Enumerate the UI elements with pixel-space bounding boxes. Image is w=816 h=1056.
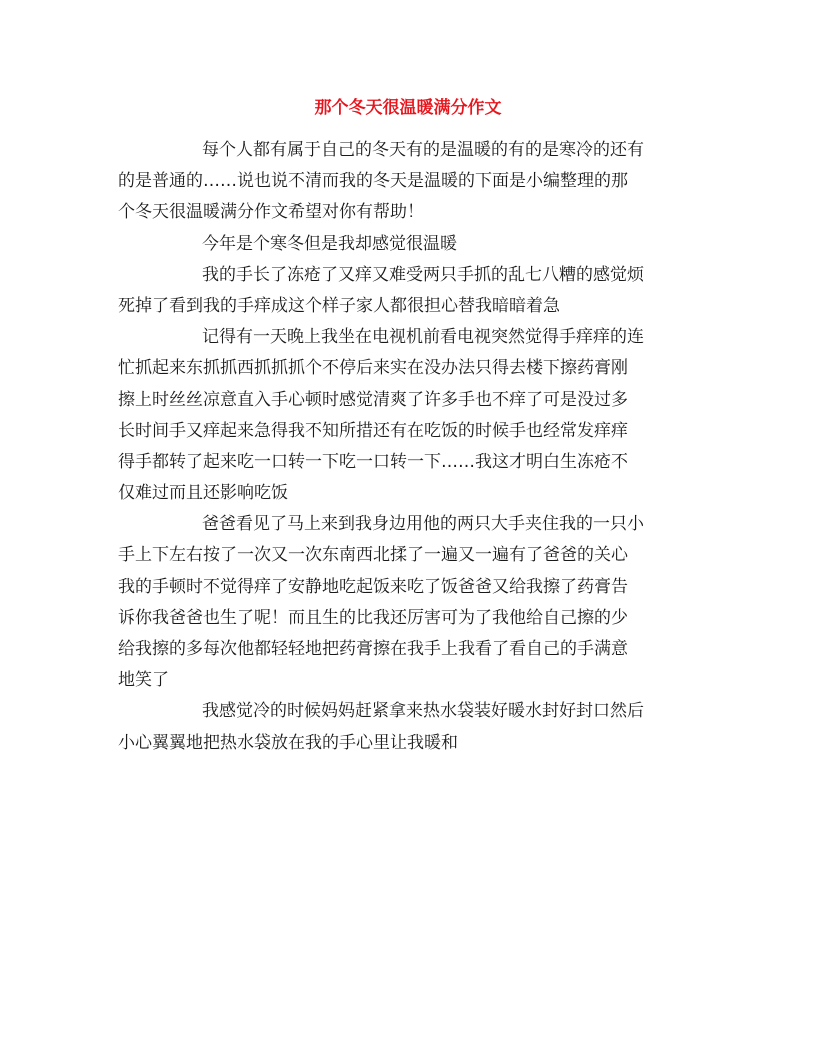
paragraph-line: 得手都转了起来吃一口转一下吃一口转一下……我这才明白生冻疮不	[118, 451, 628, 472]
paragraph-5	[118, 509, 698, 696]
paragraph-2	[118, 229, 698, 260]
paragraph-1	[118, 135, 698, 229]
paragraph-line: 每个人都有属于自己的冬天有的是温暖的有的是寒冷的还有	[202, 140, 644, 160]
paragraph-line: 擦上时丝丝凉意直入手心顿时感觉清爽了许多手也不痒了可是没过多	[118, 389, 628, 410]
document-title: 那个冬天很温暖满分作文	[314, 98, 502, 118]
paragraph-line: 地笑了	[118, 670, 169, 691]
paragraph-line: 记得有一天晚上我坐在电视机前看电视突然觉得手痒痒的连	[202, 327, 644, 348]
paragraph-line: 我的手顿时不觉得痒了安静地吃起饭来吃了饭爸爸又给我擦了药膏告	[118, 576, 628, 597]
paragraph-6	[118, 696, 698, 758]
paragraph-line: 我感觉冷的时候妈妈赶紧拿来热水袋装好暖水封好封口然后	[202, 701, 644, 722]
paragraph-line: 手上下左右按了一次又一次东南西北揉了一遍又一遍有了爸爸的关心	[118, 545, 628, 566]
paragraph-line: 仅难过而且还影响吃饭	[118, 483, 288, 504]
document-body	[118, 135, 698, 759]
paragraph-line: 长时间手又痒起来急得我不知所措还有在吃饭的时候手也经常发痒痒	[118, 420, 628, 441]
paragraph-line: 忙抓起来东抓抓西抓抓抓个不停后来实在没办法只得去楼下擦药膏刚	[118, 358, 628, 379]
paragraph-line: 我的手长了冻疮了又痒又难受两只手抓的乱七八糟的感觉烦	[202, 264, 644, 285]
paragraph-line: 小心翼翼地把热水袋放在我的手心里让我暖和	[118, 732, 458, 753]
paragraph-line: 诉你我爸爸也生了呢！而且生的比我还厉害可为了我他给自己擦的少	[118, 607, 628, 628]
paragraph-line: 爸爸看见了马上来到我身边用他的两只大手夹住我的一只小	[202, 514, 644, 535]
paragraph-line: 今年是个寒冬但是我却感觉很温暖	[202, 233, 457, 254]
paragraph-line: 个冬天很温暖满分作文希望对你有帮助！	[118, 202, 424, 223]
paragraph-line: 给我擦的多每次他都轻轻地把药膏擦在我手上我看了看自己的手满意	[118, 639, 628, 659]
paragraph-3	[118, 260, 698, 322]
paragraph-4	[118, 322, 698, 509]
paragraph-line: 的是普通的……说也说不清而我的冬天是温暖的下面是小编整理的那	[118, 171, 628, 192]
paragraph-line: 死掉了看到我的手痒成这个样子家人都很担心替我暗暗着急	[118, 295, 560, 316]
